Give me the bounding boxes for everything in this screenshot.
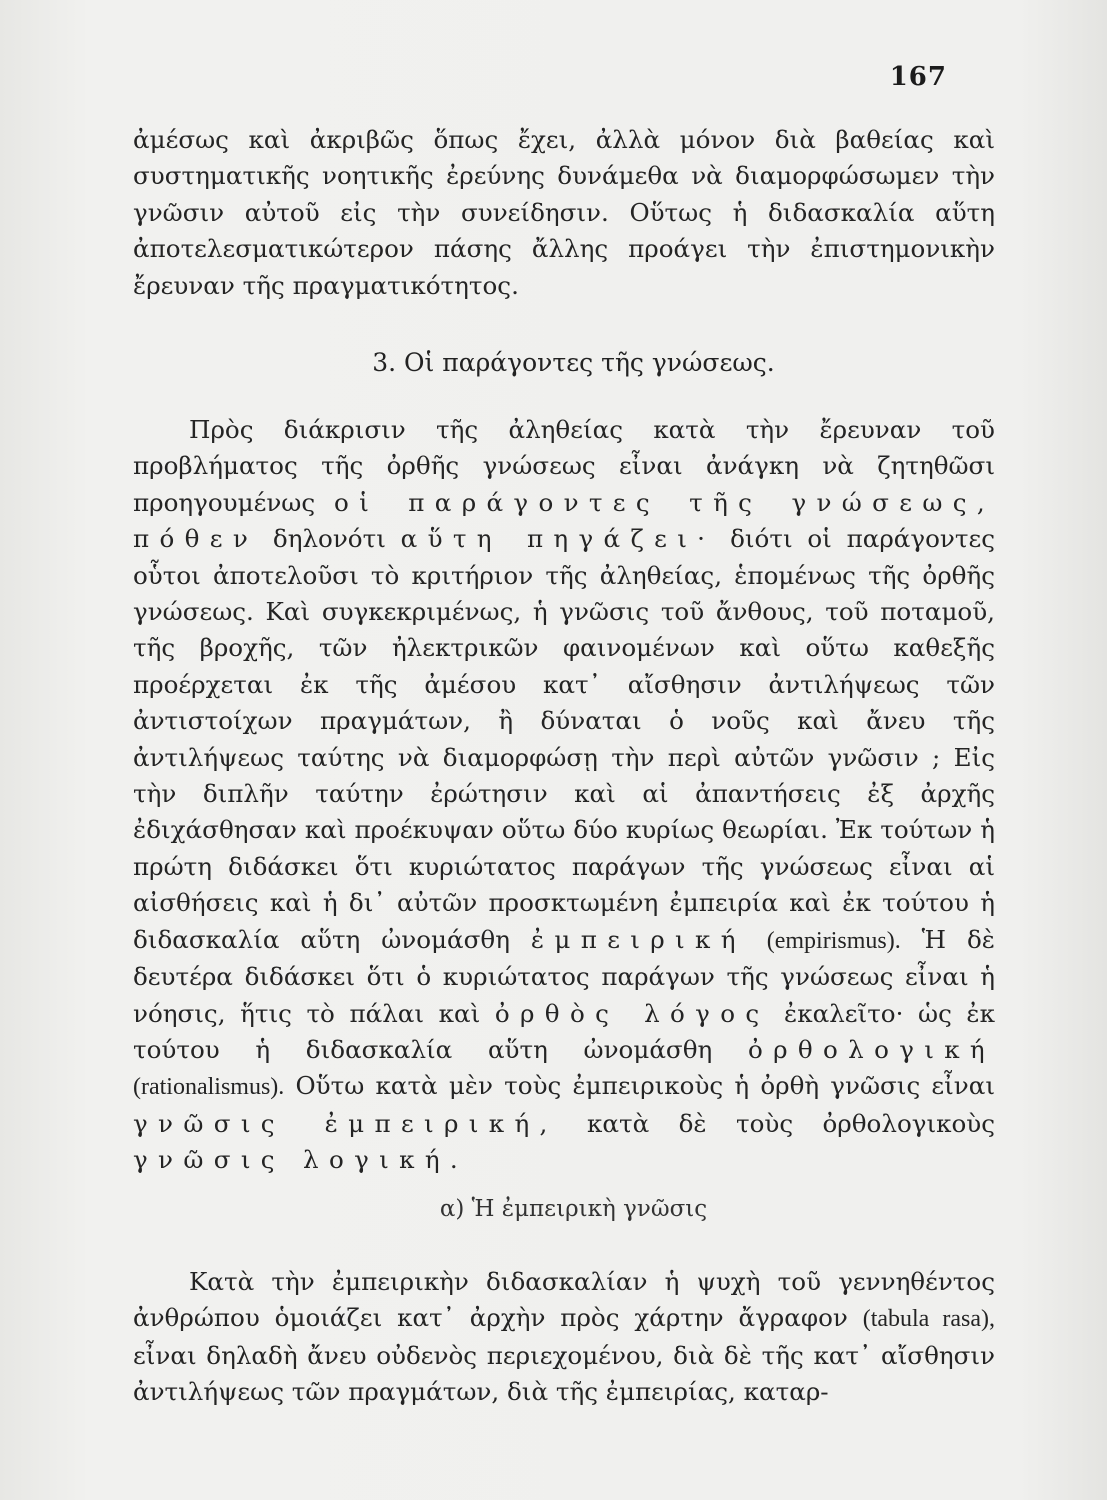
emphasis-spaced: οἱ παράγοντες τῆς γνώσεως, πόθεν	[133, 487, 995, 554]
text-run: Πρὸς διάκρισιν τῆς ἀληθείας κατὰ τὴν ἔρευναν τοῦ προβλήματος τῆς ὀρθῆς γνώσεως εἶναι ἀνάγκη νὰ ζητηθῶσι προηγουμένως	[133, 415, 995, 517]
emphasis-spaced: γνῶσις ἐμπειρική,	[133, 1108, 558, 1138]
emphasis-spaced: ὀρθολογική	[747, 1034, 995, 1064]
latin-term: (empirismus).	[766, 927, 901, 954]
text-run: ἐκαλεῖτο· ὡς ἐκ τούτου ἡ διδασκαλία αὕτη ὠνομάσθη	[133, 998, 995, 1064]
subsection-heading-text: α) Ἡ ἐμπειρικὴ γνῶσις	[439, 1196, 708, 1222]
text-run: εἶναι δηλαδὴ ἄνευ οὐδενὸς περιεχομένου, διὰ δὲ τῆς κατ᾽ αἴσθησιν ἀντιλήψεως τῶν πραγμάτων, διὰ τῆς ἐμπειρίας, καταρ-	[133, 1340, 995, 1407]
text-run: δηλονότι	[272, 524, 386, 554]
text-run: Κατὰ τὴν ἐμπειρικὴν διδασκαλίαν ἡ ψυχὴ τοῦ γεννηθέντος ἀνθρώπου ὁμοιάζει κατ᾽ ἀρχὴν πρὸς χάρτην ἄγραφον	[133, 1267, 995, 1333]
subsection-heading	[0, 1196, 1107, 1222]
text-run: Ἡ δὲ δευτέρα διδάσκει ὅτι ὁ κυριώτατος παράγων τῆς γνώσεως εἶναι ἡ νόησις, ἥτις τὸ πάλαι καὶ	[133, 924, 995, 1028]
section-paragraph	[133, 412, 995, 1179]
latin-term: (rationalismus).	[133, 1074, 285, 1101]
text-run: διότι οἱ παράγοντες οὗτοι ἀποτελοῦσι τὸ κριτήριον τῆς ἀληθείας, ἑπομένως τῆς ὀρθῆς γνώσεως. Καὶ συγκεκριμένως, ἡ γνῶσις τοῦ ἄνθους, τοῦ ποταμοῦ, τῆς βροχῆς, τῶν ἠλεκτρικῶν φαινομένων καὶ οὕτω καθεξῆς προέρχεται ἐκ τῆς ἀμέσου κατ᾽ αἴσθησιν ἀντιλήψεως τῶν ἀντιστοίχων πραγμάτων, ἢ δύναται ὁ νοῦς καὶ ἄνευ τῆς ἀντιλήψεως ταύτης νὰ διαμορφώσῃ τὴν περὶ αὐτῶν γνῶσιν ; Εἰς τὴν διπλῆν ταύτην ἐρώτησιν καὶ αἱ ἀπαντήσεις ἐξ ἀρχῆς ἐδιχάσθησαν καὶ προέκυψαν οὕτω δύο κυρίως θεωρίαι. Ἐκ τούτων ἡ πρώτη διδάσκει ὅτι κυριώτατος παράγων τῆς γνώσεως εἶναι αἱ αἰσθήσεις καὶ ἡ δι᾽ αὐτῶν προσκτωμένη ἐμπειρία καὶ ἐκ τούτου ἡ διδασκαλία αὕτη ὠνομάσθη	[133, 524, 995, 954]
subsection-text-block	[133, 1264, 995, 1411]
intro-paragraph: ἀμέσως καὶ ἀκριβῶς ὅπως ἔχει, ἀλλὰ μόνον διὰ βαθείας καὶ συστηματικῆς νοητικῆς ἐρεύνης δυνάμεθα νὰ διαμορφώσωμεν τὴν γνῶσιν αὐτοῦ εἰς τὴν συνείδησιν. Οὕτως ἡ διδασκαλία αὕτη ἀποτελεσματικώτερον πάσης ἄλλης προάγει τὴν ἐπιστημονικὴν ἔρευναν τῆς πραγματικότητος.	[133, 125, 995, 300]
subsection-paragraph	[133, 1264, 995, 1411]
intro-text-block	[133, 122, 995, 304]
emphasis-spaced: ὀρθὸς λόγος	[494, 998, 770, 1028]
latin-term: (tabula rasa),	[862, 1306, 995, 1333]
section-text-block	[133, 412, 995, 1179]
text-run: κατὰ δὲ τοὺς ὀρθολογικοὺς	[587, 1108, 995, 1138]
emphasis-spaced: ἐμπειρική	[530, 924, 746, 954]
page-number: 167	[889, 62, 947, 92]
section-heading-text: 3. Οἱ παράγοντες τῆς γνώσεως.	[372, 348, 775, 377]
emphasis-spaced: αὕτη πηγάζει·	[400, 524, 716, 554]
emphasis-spaced: γνῶσις λογική.	[133, 1145, 469, 1175]
section-heading	[0, 348, 1107, 377]
text-run: Οὕτω κατὰ μὲν τοὺς ἐμπειρικοὺς ἡ ὀρθὴ γνῶσις εἶναι	[295, 1071, 995, 1101]
